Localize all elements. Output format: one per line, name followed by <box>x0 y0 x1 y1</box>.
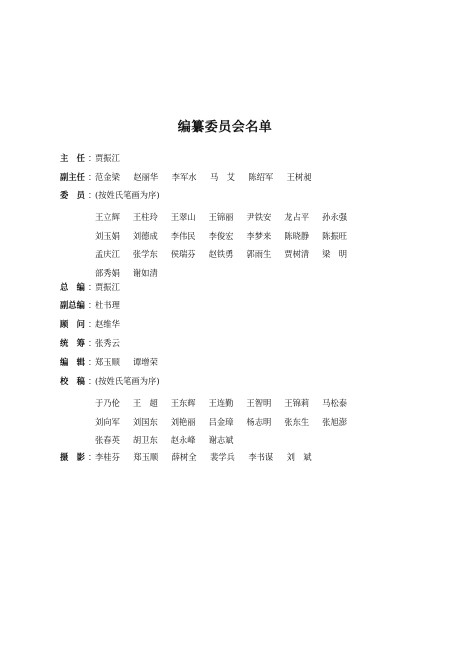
name: 李梦来 <box>246 230 272 241</box>
name: 郑玉顺 <box>133 452 159 462</box>
colon: ： <box>88 172 97 182</box>
name: 马松泰 <box>322 398 348 408</box>
name: 刘德成 <box>132 230 158 241</box>
name: 王智明 <box>246 398 272 408</box>
name: 赵丽华 <box>133 172 159 182</box>
name: 刘玉娟 <box>95 230 120 241</box>
name: 孙永强 <box>322 212 348 222</box>
name: 刘国东 <box>132 416 158 427</box>
label-weiyuan: 委 员 <box>60 190 85 200</box>
label-fuzhuren: 副主任 <box>60 172 85 182</box>
value-guwen: 赵维华 <box>95 319 120 329</box>
name: 张东生 <box>284 416 310 427</box>
name: 张春英 <box>95 435 120 445</box>
name: 李桂芬 <box>95 452 120 462</box>
name: 胡卫东 <box>132 435 158 445</box>
name: 赵铁勇 <box>208 249 234 259</box>
name: 王翠山 <box>170 212 196 222</box>
name: 陈晓静 <box>284 230 310 241</box>
name: 杨志明 <box>246 416 272 427</box>
colon: ： <box>88 190 97 200</box>
note-jiaogao: (按姓氏笔画为序) <box>95 376 160 386</box>
name: 吕金璋 <box>208 416 234 427</box>
name: 王 超 <box>132 398 158 408</box>
name: 刘向军 <box>95 416 120 427</box>
name: 薛树全 <box>171 452 197 462</box>
name: 尹铁安 <box>246 212 272 222</box>
label-tongchou: 统 筹 <box>60 338 85 348</box>
label-sheying: 摄 影 <box>60 452 85 462</box>
label-jiaogao: 校 稿 <box>60 376 85 386</box>
name: 王柱玲 <box>132 212 158 222</box>
name: 马 艾 <box>209 172 235 182</box>
name: 王锦丽 <box>208 212 234 222</box>
name: 范金梁 <box>95 172 120 182</box>
note-weiyuan: (按姓氏笔画为序) <box>95 190 160 200</box>
name: 龙占平 <box>284 212 310 222</box>
name: 部秀娟 <box>95 267 120 278</box>
colon: ： <box>88 319 97 329</box>
name: 谭增荣 <box>133 357 158 367</box>
page-title: 编纂委员会名单 <box>177 120 273 135</box>
name: 李伟民 <box>170 230 196 241</box>
colon: ： <box>88 376 97 386</box>
name: 谢志斌 <box>208 435 234 445</box>
label-zongbian: 总 编 <box>60 282 85 292</box>
names-jiaogao <box>95 394 360 450</box>
colon: ： <box>88 357 97 367</box>
name: 陈绍军 <box>248 172 274 182</box>
name: 郑玉顺 <box>95 357 120 367</box>
value-fuzongbian: 杜书理 <box>95 300 120 310</box>
label-guwen: 顾 问 <box>60 319 85 329</box>
names-weiyuan <box>95 208 360 282</box>
name: 梁 明 <box>322 249 348 259</box>
name: 贾树清 <box>284 249 310 259</box>
name: 王连勤 <box>208 398 234 408</box>
names-sheying <box>95 452 325 463</box>
name: 孟庆江 <box>95 249 120 259</box>
label-fuzongbian: 副总编 <box>60 300 85 310</box>
colon: ： <box>88 282 97 292</box>
name: 张学东 <box>132 249 158 259</box>
name: 李俊宏 <box>208 230 234 241</box>
name: 李军水 <box>171 172 197 182</box>
label-bianji: 编 辑 <box>60 357 85 367</box>
name: 刘艳丽 <box>170 416 196 427</box>
value-tongchou: 张秀云 <box>95 338 120 348</box>
colon: ： <box>88 153 97 163</box>
name: 张旭澎 <box>322 416 348 427</box>
name: 赵永峰 <box>170 435 196 445</box>
name: 裴学兵 <box>209 452 235 462</box>
value-zongbian: 贾振江 <box>95 282 120 292</box>
colon: ： <box>88 452 97 462</box>
name: 王锦莉 <box>284 398 310 408</box>
name: 王树昶 <box>286 172 312 182</box>
name: 陈振旺 <box>322 230 348 241</box>
colon: ： <box>88 300 97 310</box>
name: 侯瑞芬 <box>170 249 196 259</box>
value-zhuren: 贾振江 <box>95 153 120 163</box>
name: 王立辉 <box>95 212 120 222</box>
name: 王东辉 <box>170 398 196 408</box>
name: 刘 斌 <box>286 452 312 462</box>
names-fuzhuren <box>95 172 325 183</box>
name: 郭雨生 <box>246 249 272 259</box>
name: 于乃伦 <box>95 398 120 408</box>
name: 谢如清 <box>132 267 158 278</box>
label-zhuren: 主 任 <box>60 153 85 163</box>
names-bianji <box>95 357 171 368</box>
name: 李书谋 <box>248 452 274 462</box>
colon: ： <box>88 338 97 348</box>
